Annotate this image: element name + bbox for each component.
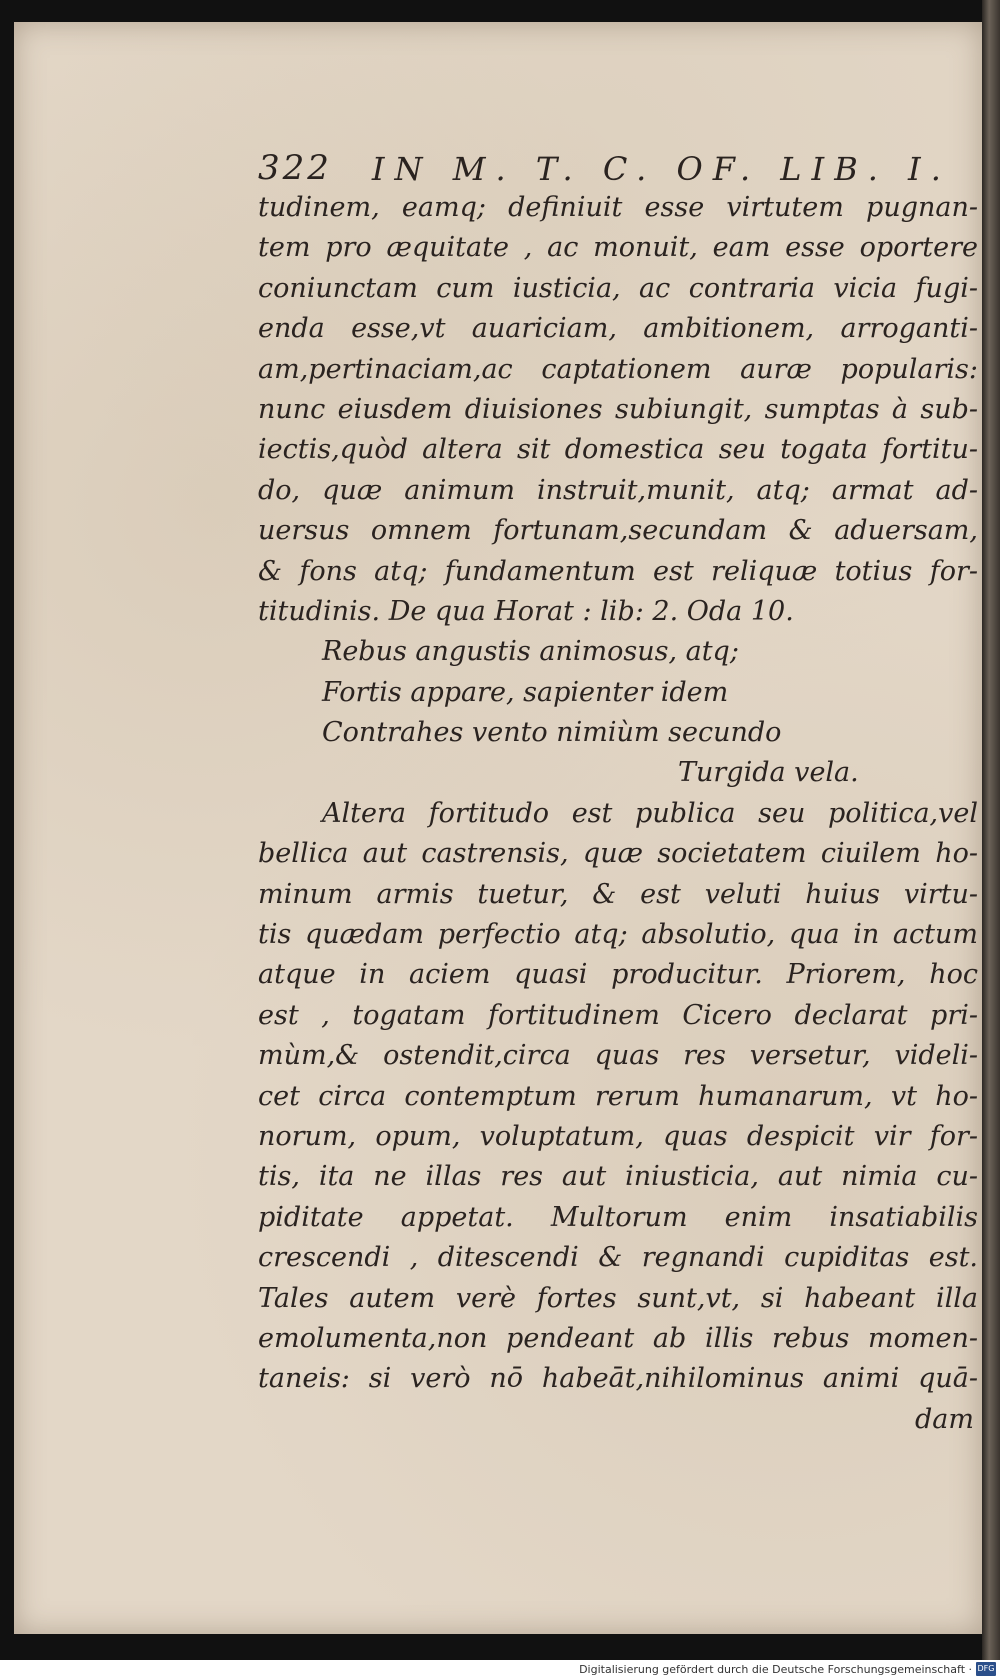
text-line: tem pro æquitate , ac monuit, eam esse oportere <box>258 232 978 264</box>
text-line: am,pertinaciam,ac captationem auræ popularis: <box>258 353 978 385</box>
text-line: & fons atq; fundamentum est reliquæ totius for- <box>258 555 978 587</box>
text-line: tis quædam perfectio atq; absolutio, qua in actum <box>258 919 978 951</box>
text-line: est , togatam fortitudinem Cicero declarat pri- <box>258 999 978 1031</box>
text-line: tis, ita ne illas res aut iniusticia, aut nimia cu- <box>258 1161 978 1193</box>
text-line: Tales autem verè fortes sunt,vt, si habeant illa <box>258 1282 978 1314</box>
verse-line: Contrahes vento nimiùm secundo <box>322 717 782 749</box>
text-line: bellica aut castrensis, quæ societatem ciuilem ho- <box>258 838 978 870</box>
page-header <box>258 132 978 188</box>
footer-credit: Digitalisierung gefördert durch die Deutsche Forschungsgemeinschaft · <box>579 1663 972 1676</box>
text-line: iectis,quòd altera sit domestica seu togata fortitu- <box>258 434 978 466</box>
text-line: uersus omnem fortunam,secundam & aduersam, <box>258 515 978 547</box>
page-text <box>258 132 978 1440</box>
text-line: minum armis tuetur, & est veluti huius virtu- <box>258 878 978 910</box>
text-line: emolumenta,non pendeant ab illis rebus momen- <box>258 1322 978 1354</box>
verse-line: Turgida vela. <box>678 757 859 789</box>
text-line: norum, opum, voluptatum, quas despicit vir for- <box>258 1120 978 1152</box>
text-line: piditate appetat. Multorum enim insatiabilis <box>258 1201 978 1233</box>
text-line: nunc eiusdem diuisiones subiungit, sumptas à sub- <box>258 393 978 425</box>
text-line: do, quæ animum instruit,munit, atq; armat ad- <box>258 474 978 506</box>
verse-line: Fortis appare, sapienter idem <box>322 676 729 708</box>
text-line: titudinis. De qua Horat : lib: 2. Oda 10. <box>258 595 794 627</box>
catchword: dam <box>915 1403 974 1435</box>
text-line: crescendi , ditescendi & regnandi cupiditas est. <box>258 1242 978 1274</box>
dfg-logo-icon: DFG <box>976 1662 996 1676</box>
text-line: tudinem, eamq; definiuit esse virtutem pugnan- <box>258 192 978 223</box>
text-line: taneis: si verò nō habeāt,nihilominus animi quā- <box>258 1363 978 1395</box>
text-line: atque in aciem quasi producitur. Priorem, hoc <box>258 959 978 991</box>
paragraph-start-line: Altera fortitudo est publica seu politica,vel <box>322 797 978 829</box>
text-line: coniunctam cum iusticia, ac contraria vicia fugi- <box>258 272 978 304</box>
verse-line: Rebus angustis animosus, atq; <box>322 636 739 668</box>
text-line: enda esse,vt auariciam, ambitionem, arroganti- <box>258 313 978 345</box>
text-line: mùm,& ostendit,circa quas res versetur, videli- <box>258 1040 978 1072</box>
page-number: 322 <box>258 148 332 188</box>
text-line: cet circa contemptum rerum humanarum, vt ho- <box>258 1080 978 1112</box>
running-head: IN M. T. C. OF. LIB. I. <box>371 150 951 188</box>
book-binding-edge <box>982 0 1000 1660</box>
